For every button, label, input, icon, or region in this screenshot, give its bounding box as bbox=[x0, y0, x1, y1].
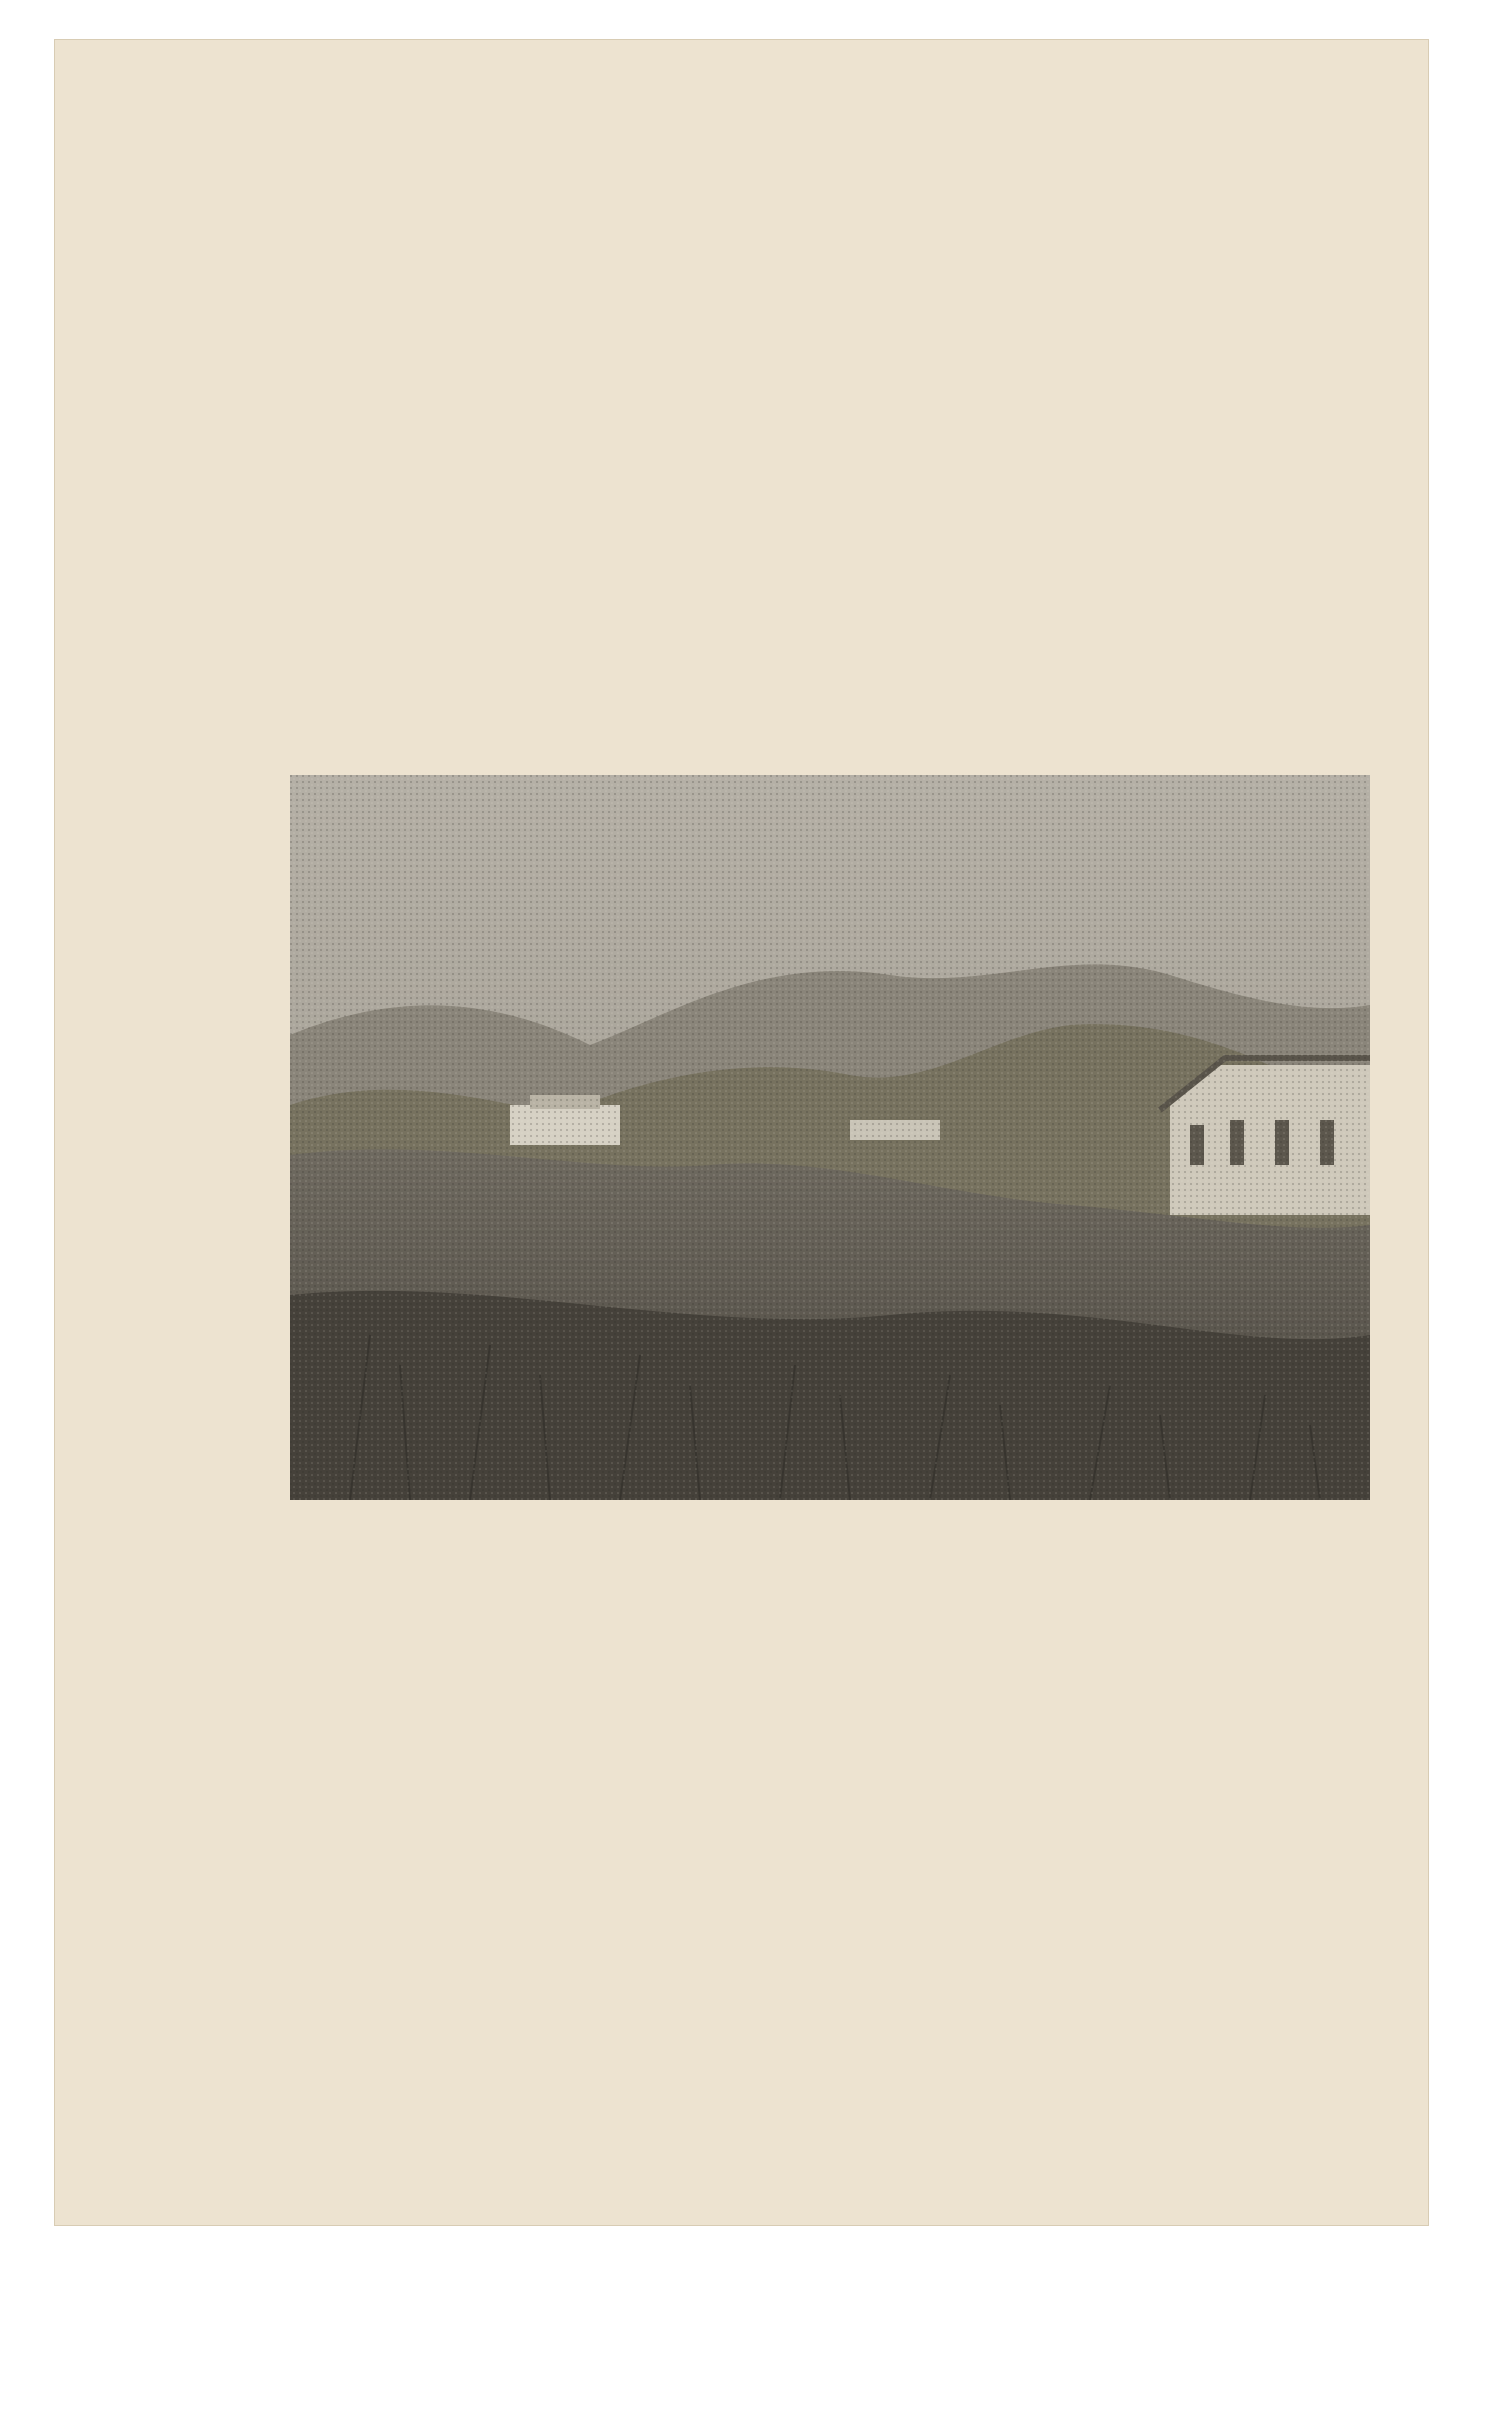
hot-spring-landscape-image bbox=[290, 775, 1370, 1500]
scanned-page bbox=[55, 40, 1428, 2225]
landscape-photo bbox=[290, 775, 1370, 1500]
